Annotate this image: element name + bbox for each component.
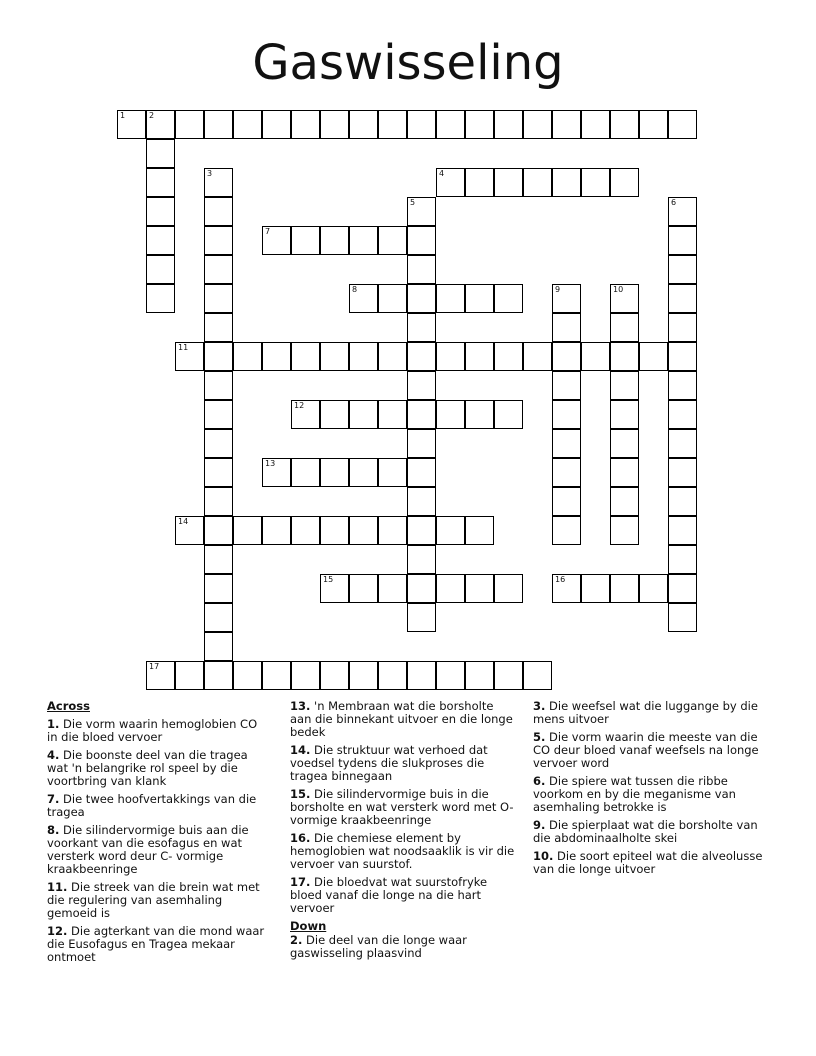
grid-cell[interactable] xyxy=(204,516,233,545)
grid-cell[interactable] xyxy=(378,516,407,545)
grid-cell[interactable] xyxy=(291,458,320,487)
cell-number: 11 xyxy=(178,343,189,352)
grid-cell[interactable] xyxy=(407,255,436,284)
grid-cell[interactable] xyxy=(407,197,436,226)
grid-cell[interactable] xyxy=(175,516,204,545)
grid-cell[interactable] xyxy=(262,458,291,487)
grid-cell[interactable] xyxy=(407,342,436,371)
grid-cell[interactable] xyxy=(639,342,668,371)
grid-cell[interactable] xyxy=(349,661,378,690)
grid-cell[interactable] xyxy=(552,342,581,371)
grid-cell[interactable] xyxy=(175,110,204,139)
grid-cell[interactable] xyxy=(436,342,465,371)
clue-across-4 xyxy=(47,749,267,788)
clue-down-6 xyxy=(533,775,769,814)
grid-cell[interactable] xyxy=(262,516,291,545)
clue-text: Die struktuur wat verhoed dat voedsel tydens die slukproses die tragea binnegaan xyxy=(290,743,488,783)
grid-cell[interactable] xyxy=(465,400,494,429)
clue-text: Die deel van die longe waar gaswisseling plaasvind xyxy=(290,933,467,960)
clue-number: 7. xyxy=(47,792,60,806)
grid-cell[interactable] xyxy=(204,342,233,371)
grid-cell[interactable] xyxy=(552,168,581,197)
clue-down-5 xyxy=(533,731,769,770)
cell-number: 5 xyxy=(410,198,416,207)
grid-cell[interactable] xyxy=(610,371,639,400)
grid-cell[interactable] xyxy=(262,661,291,690)
clue-number: 6. xyxy=(533,774,546,788)
grid-cell[interactable] xyxy=(349,110,378,139)
clue-across-11 xyxy=(47,881,267,920)
grid-cell[interactable] xyxy=(146,284,175,313)
grid-cell[interactable] xyxy=(146,661,175,690)
clue-number: 9. xyxy=(533,818,546,832)
grid-cell[interactable] xyxy=(349,284,378,313)
grid-cell[interactable] xyxy=(204,545,233,574)
clue-across-16 xyxy=(290,832,518,871)
clue-across-14 xyxy=(290,744,518,783)
clue-number: 11. xyxy=(47,880,68,894)
grid-cell[interactable] xyxy=(465,168,494,197)
grid-cell[interactable] xyxy=(581,574,610,603)
grid-cell[interactable] xyxy=(668,603,697,632)
clue-text: Die silindervormige buis aan die voorkant van die esofagus en wat versterk word deur C- vormige kraakbeenringe xyxy=(47,823,249,876)
grid-cell[interactable] xyxy=(668,197,697,226)
grid-cell[interactable] xyxy=(291,661,320,690)
grid-cell[interactable] xyxy=(494,284,523,313)
grid-cell[interactable] xyxy=(436,110,465,139)
grid-cell[interactable] xyxy=(465,284,494,313)
grid-cell[interactable] xyxy=(639,574,668,603)
clues-column-1 xyxy=(47,700,267,969)
grid-cell[interactable] xyxy=(349,574,378,603)
grid-cell[interactable] xyxy=(610,574,639,603)
clue-across-7 xyxy=(47,793,267,819)
clue-number: 14. xyxy=(290,743,311,757)
grid-cell[interactable] xyxy=(262,226,291,255)
grid-cell[interactable] xyxy=(146,139,175,168)
clue-down-10 xyxy=(533,850,769,876)
grid-cell[interactable] xyxy=(407,545,436,574)
grid-cell[interactable] xyxy=(610,284,639,313)
clue-text: Die vorm waarin die meeste van die CO deur bloed vanaf weefsels na longe vervoer word xyxy=(533,730,759,770)
clue-number: 3. xyxy=(533,699,546,713)
grid-cell[interactable] xyxy=(175,342,204,371)
grid-cell[interactable] xyxy=(407,313,436,342)
grid-cell[interactable] xyxy=(523,168,552,197)
grid-cell[interactable] xyxy=(320,400,349,429)
grid-cell[interactable] xyxy=(494,342,523,371)
cell-number: 13 xyxy=(265,459,276,468)
grid-cell[interactable] xyxy=(494,574,523,603)
clue-text: Die spiere wat tussen die ribbe voorkom en by die meganisme van asemhaling betrokke is xyxy=(533,774,736,814)
grid-cell[interactable] xyxy=(320,342,349,371)
clue-text: Die weefsel wat die luggange by die mens uitvoer xyxy=(533,699,758,726)
grid-cell[interactable] xyxy=(610,168,639,197)
clue-down-2 xyxy=(290,934,518,960)
grid-cell[interactable] xyxy=(378,110,407,139)
grid-cell[interactable] xyxy=(610,400,639,429)
grid-cell[interactable] xyxy=(668,342,697,371)
grid-cell[interactable] xyxy=(407,226,436,255)
grid-cell[interactable] xyxy=(552,458,581,487)
grid-cell[interactable] xyxy=(204,603,233,632)
grid-cell[interactable] xyxy=(378,342,407,371)
cell-number: 6 xyxy=(671,198,677,207)
clue-number: 8. xyxy=(47,823,60,837)
grid-cell[interactable] xyxy=(349,458,378,487)
grid-cell[interactable] xyxy=(204,661,233,690)
cell-number: 17 xyxy=(149,662,160,671)
grid-cell[interactable] xyxy=(204,110,233,139)
grid-cell[interactable] xyxy=(436,516,465,545)
grid-cell[interactable] xyxy=(291,342,320,371)
grid-cell[interactable] xyxy=(668,574,697,603)
cell-number: 9 xyxy=(555,285,561,294)
clue-number: 12. xyxy=(47,924,68,938)
grid-cell[interactable] xyxy=(146,110,175,139)
grid-cell[interactable] xyxy=(291,226,320,255)
grid-cell[interactable] xyxy=(146,168,175,197)
clue-number: 4. xyxy=(47,748,60,762)
cell-number: 15 xyxy=(323,575,334,584)
grid-cell[interactable] xyxy=(204,574,233,603)
grid-cell[interactable] xyxy=(204,429,233,458)
grid-cell[interactable] xyxy=(494,168,523,197)
clue-down-9 xyxy=(533,819,769,845)
grid-cell[interactable] xyxy=(465,110,494,139)
grid-cell[interactable] xyxy=(378,661,407,690)
grid-cell[interactable] xyxy=(581,342,610,371)
clue-number: 16. xyxy=(290,831,311,845)
clue-number: 13. xyxy=(290,699,311,713)
cell-number: 4 xyxy=(439,169,445,178)
grid-cell[interactable] xyxy=(610,458,639,487)
grid-cell[interactable] xyxy=(320,110,349,139)
clue-across-1 xyxy=(47,718,267,744)
cell-number: 8 xyxy=(352,285,358,294)
grid-cell[interactable] xyxy=(465,516,494,545)
clue-number: 17. xyxy=(290,875,311,889)
grid-cell[interactable] xyxy=(494,110,523,139)
grid-cell[interactable] xyxy=(668,284,697,313)
grid-cell[interactable] xyxy=(204,255,233,284)
cell-number: 1 xyxy=(120,111,126,120)
grid-cell[interactable] xyxy=(204,487,233,516)
grid-cell[interactable] xyxy=(378,400,407,429)
grid-cell[interactable] xyxy=(233,661,262,690)
grid-cell[interactable] xyxy=(523,110,552,139)
grid-cell[interactable] xyxy=(233,110,262,139)
cell-number: 10 xyxy=(613,285,624,294)
grid-cell[interactable] xyxy=(552,516,581,545)
grid-cell[interactable] xyxy=(552,487,581,516)
grid-cell[interactable] xyxy=(581,168,610,197)
cell-number: 7 xyxy=(265,227,271,236)
grid-cell[interactable] xyxy=(407,487,436,516)
grid-cell[interactable] xyxy=(117,110,146,139)
grid-cell[interactable] xyxy=(378,226,407,255)
grid-cell[interactable] xyxy=(552,284,581,313)
grid-cell[interactable] xyxy=(378,284,407,313)
puzzle-title: Gaswisseling xyxy=(252,35,564,91)
cell-number: 2 xyxy=(149,111,155,120)
grid-cell[interactable] xyxy=(204,458,233,487)
clue-text: Die chemiese element by hemoglobien wat noodsaaklik is vir die vervoer van suurstof. xyxy=(290,831,515,871)
clue-text: Die twee hoofvertakkings van die tragea xyxy=(47,792,257,819)
grid-cell[interactable] xyxy=(349,226,378,255)
grid-cell[interactable] xyxy=(523,342,552,371)
clue-text: Die bloedvat wat suurstofryke bloed vanaf die longe na die hart vervoer xyxy=(290,875,488,915)
grid-cell[interactable] xyxy=(407,603,436,632)
grid-cell[interactable] xyxy=(668,487,697,516)
grid-cell[interactable] xyxy=(407,110,436,139)
clue-across-17 xyxy=(290,876,518,915)
clue-number: 2. xyxy=(290,933,303,947)
clue-across-13 xyxy=(290,700,518,739)
grid-cell[interactable] xyxy=(233,516,262,545)
grid-cell[interactable] xyxy=(668,255,697,284)
grid-cell[interactable] xyxy=(146,197,175,226)
clue-text: Die agterkant van die mond waar die Eusofagus en Tragea mekaar ontmoet xyxy=(47,924,265,964)
grid-cell[interactable] xyxy=(320,516,349,545)
grid-cell[interactable] xyxy=(668,458,697,487)
grid-cell[interactable] xyxy=(204,168,233,197)
grid-cell[interactable] xyxy=(552,574,581,603)
clue-text: Die silindervormige buis in die borsholte en wat versterk word met O-vormige kraakbeenringe xyxy=(290,787,514,827)
grid-cell[interactable] xyxy=(436,574,465,603)
cell-number: 14 xyxy=(178,517,189,526)
grid-cell[interactable] xyxy=(378,458,407,487)
grid-cell[interactable] xyxy=(668,371,697,400)
grid-cell[interactable] xyxy=(465,661,494,690)
clue-text: Die spierplaat wat die borsholte van die abdominaalholte skei xyxy=(533,818,758,845)
grid-cell[interactable] xyxy=(581,110,610,139)
grid-cell[interactable] xyxy=(552,110,581,139)
grid-cell[interactable] xyxy=(610,429,639,458)
grid-cell[interactable] xyxy=(146,226,175,255)
grid-cell[interactable] xyxy=(407,371,436,400)
grid-cell[interactable] xyxy=(407,458,436,487)
grid-cell[interactable] xyxy=(668,545,697,574)
clue-number: 5. xyxy=(533,730,546,744)
clue-text: 'n Membraan wat die borsholte aan die binnekant uitvoer en die longe bedek xyxy=(290,699,513,739)
grid-cell[interactable] xyxy=(436,168,465,197)
grid-cell[interactable] xyxy=(291,400,320,429)
cell-number: 16 xyxy=(555,575,566,584)
grid-cell[interactable] xyxy=(494,661,523,690)
grid-cell[interactable] xyxy=(639,110,668,139)
grid-cell[interactable] xyxy=(407,661,436,690)
clue-number: 10. xyxy=(533,849,554,863)
grid-cell[interactable] xyxy=(291,516,320,545)
grid-cell[interactable] xyxy=(291,110,320,139)
grid-cell[interactable] xyxy=(494,400,523,429)
cell-number: 3 xyxy=(207,169,213,178)
grid-cell[interactable] xyxy=(610,342,639,371)
cell-number: 12 xyxy=(294,401,305,410)
grid-cell[interactable] xyxy=(407,400,436,429)
grid-cell[interactable] xyxy=(610,516,639,545)
clue-number: 1. xyxy=(47,717,60,731)
grid-cell[interactable] xyxy=(668,429,697,458)
grid-cell[interactable] xyxy=(610,487,639,516)
clue-across-12 xyxy=(47,925,267,964)
grid-cell[interactable] xyxy=(436,284,465,313)
grid-cell[interactable] xyxy=(204,226,233,255)
grid-cell[interactable] xyxy=(668,313,697,342)
grid-cell[interactable] xyxy=(349,342,378,371)
clues-column-3 xyxy=(533,700,769,881)
grid-cell[interactable] xyxy=(407,284,436,313)
clue-text: Die soort epiteel wat die alveolusse van die longe uitvoer xyxy=(533,849,763,876)
clue-text: Die streek van die brein wat met die regulering van asemhaling gemoeid is xyxy=(47,880,260,920)
grid-cell[interactable] xyxy=(610,313,639,342)
grid-cell[interactable] xyxy=(552,429,581,458)
grid-cell[interactable] xyxy=(407,574,436,603)
grid-cell[interactable] xyxy=(552,371,581,400)
grid-cell[interactable] xyxy=(523,661,552,690)
grid-cell[interactable] xyxy=(320,458,349,487)
grid-cell[interactable] xyxy=(436,400,465,429)
grid-cell[interactable] xyxy=(407,429,436,458)
grid-cell[interactable] xyxy=(668,110,697,139)
grid-cell[interactable] xyxy=(465,574,494,603)
clue-across-8 xyxy=(47,824,267,876)
grid-cell[interactable] xyxy=(436,661,465,690)
grid-cell[interactable] xyxy=(233,342,262,371)
clue-across-15 xyxy=(290,788,518,827)
grid-cell[interactable] xyxy=(204,313,233,342)
clue-text: Die vorm waarin hemoglobien CO in die bloed vervoer xyxy=(47,717,258,744)
across-heading: Across xyxy=(47,699,90,713)
grid-cell[interactable] xyxy=(320,226,349,255)
grid-cell[interactable] xyxy=(262,110,291,139)
grid-cell[interactable] xyxy=(552,313,581,342)
grid-cell[interactable] xyxy=(204,400,233,429)
grid-cell[interactable] xyxy=(262,342,291,371)
grid-cell[interactable] xyxy=(610,110,639,139)
grid-cell[interactable] xyxy=(204,197,233,226)
clues-column-2 xyxy=(290,700,518,965)
grid-cell[interactable] xyxy=(378,574,407,603)
grid-cell[interactable] xyxy=(175,661,204,690)
grid-cell[interactable] xyxy=(320,574,349,603)
down-heading: Down xyxy=(290,919,327,933)
grid-cell[interactable] xyxy=(668,226,697,255)
grid-cell[interactable] xyxy=(204,632,233,661)
clue-text: Die boonste deel van die tragea wat 'n belangrike rol speel by die voortbring van klank xyxy=(47,748,248,788)
grid-cell[interactable] xyxy=(349,400,378,429)
grid-cell[interactable] xyxy=(407,516,436,545)
grid-cell[interactable] xyxy=(349,516,378,545)
grid-cell[interactable] xyxy=(320,661,349,690)
grid-cell[interactable] xyxy=(668,400,697,429)
grid-cell[interactable] xyxy=(465,342,494,371)
grid-cell[interactable] xyxy=(552,400,581,429)
grid-cell[interactable] xyxy=(204,371,233,400)
clue-down-3 xyxy=(533,700,769,726)
grid-cell[interactable] xyxy=(668,516,697,545)
grid-cell[interactable] xyxy=(146,255,175,284)
grid-cell[interactable] xyxy=(204,284,233,313)
clue-number: 15. xyxy=(290,787,311,801)
